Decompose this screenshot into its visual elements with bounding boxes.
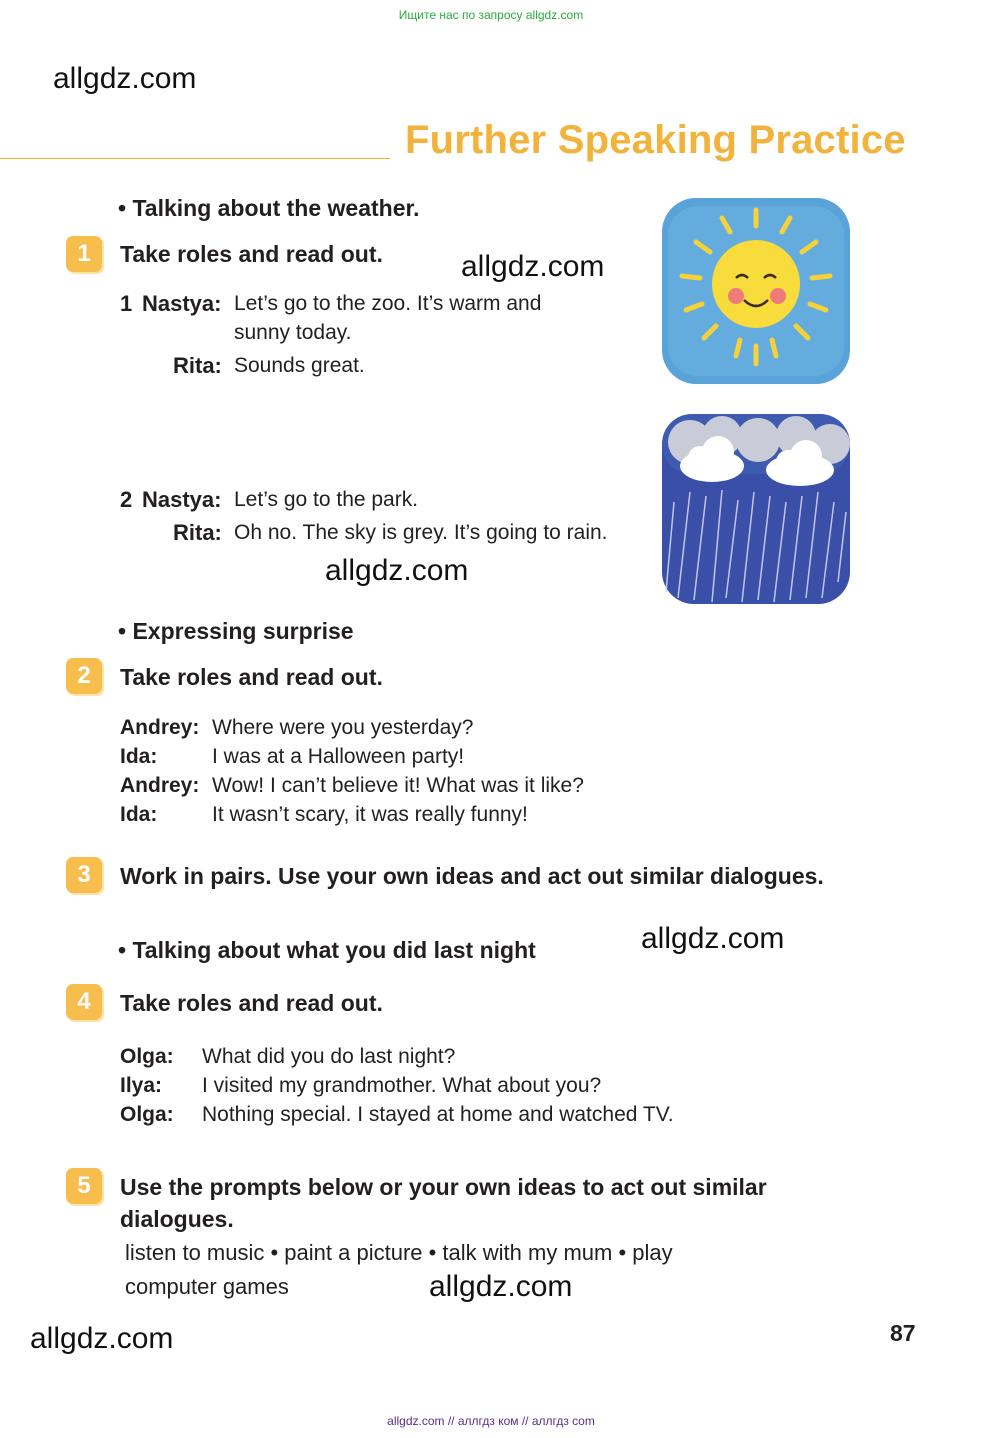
watermark: allgdz.com	[641, 922, 785, 955]
speaker-name: Ida:	[120, 745, 158, 768]
task-instruction: Take roles and read out.	[120, 990, 383, 1016]
task-instruction: Take roles and read out.	[120, 664, 383, 690]
dialogue-line: Sounds great.	[234, 354, 365, 377]
speaker-name: Nastya:	[142, 291, 222, 316]
dialogue-line: sunny today.	[234, 321, 352, 344]
task-number-badge: 1	[66, 236, 102, 272]
dialogue-line: I was at a Halloween party!	[212, 745, 465, 768]
speaker-name: Olga:	[120, 1045, 174, 1068]
section-heading-last-night: • Talking about what you did last night	[118, 937, 536, 963]
speaker-name: Olga:	[120, 1103, 174, 1126]
dialogue-line: Nothing special. I stayed at home and watched TV.	[202, 1103, 674, 1126]
task-number-badge: 2	[66, 658, 102, 694]
dialogue-line: Wow! I can’t believe it! What was it like?	[212, 774, 584, 797]
dialogue-line: Let’s go to the park.	[234, 488, 419, 511]
speaker-name: Ida:	[120, 803, 158, 826]
speaker-name: Ilya:	[120, 1074, 163, 1097]
speaker-name: Nastya:	[142, 487, 222, 512]
dialogue-line: What did you do last night?	[202, 1045, 456, 1068]
top-banner-text[interactable]: Ищите нас по запросу allgdz.com	[398, 8, 584, 22]
dialogue-line: Oh no. The sky is grey. It’s going to rain.	[234, 521, 608, 544]
prompt-list: listen to music • paint a picture • talk with my mum • play	[125, 1240, 673, 1265]
task-instruction: Take roles and read out.	[120, 241, 383, 267]
speaker-name: Andrey:	[120, 774, 200, 797]
dialogue-line: Let’s go to the zoo. It’s warm and	[234, 292, 542, 315]
task-instruction: Use the prompts below or your own ideas to act out similar	[120, 1174, 767, 1200]
section-heading-surprise: • Expressing surprise	[118, 618, 354, 644]
task-number-badge: 4	[66, 984, 102, 1020]
task-number-badge: 5	[66, 1168, 102, 1204]
rainy-weather-picture	[660, 412, 852, 606]
sunny-weather-picture	[660, 196, 852, 386]
footer-links[interactable]: allgdz.com // аллгдз ком // аллгдз com	[387, 1414, 595, 1428]
watermark: allgdz.com	[30, 1322, 174, 1355]
watermark: allgdz.com	[429, 1270, 573, 1303]
page-title: Further Speaking Practice	[405, 118, 906, 162]
task-instruction-continued: dialogues.	[120, 1206, 234, 1232]
dialogue-number: 2	[120, 487, 133, 512]
dialogue-number: 1	[120, 291, 133, 316]
prompt-list-continued: computer games	[125, 1274, 289, 1299]
top-banner[interactable]	[0, 0, 982, 34]
speaker-name: Rita:	[173, 353, 222, 378]
speaker-name: Rita:	[173, 520, 222, 545]
task-number-badge: 3	[66, 857, 102, 893]
dialogue-line: It wasn’t scary, it was really funny!	[212, 803, 528, 826]
section-heading-weather: • Talking about the weather.	[118, 195, 420, 221]
dialogue-line: I visited my grandmother. What about you?	[202, 1074, 602, 1097]
speaker-name: Andrey:	[120, 716, 200, 739]
watermark: allgdz.com	[461, 250, 605, 283]
watermark: allgdz.com	[325, 554, 469, 587]
watermark: allgdz.com	[53, 62, 197, 95]
task-instruction: Work in pairs. Use your own ideas and act out similar dialogues.	[120, 863, 824, 889]
title-rule	[0, 158, 390, 159]
page-number: 87	[890, 1320, 916, 1346]
dialogue-line: Where were you yesterday?	[212, 716, 474, 739]
